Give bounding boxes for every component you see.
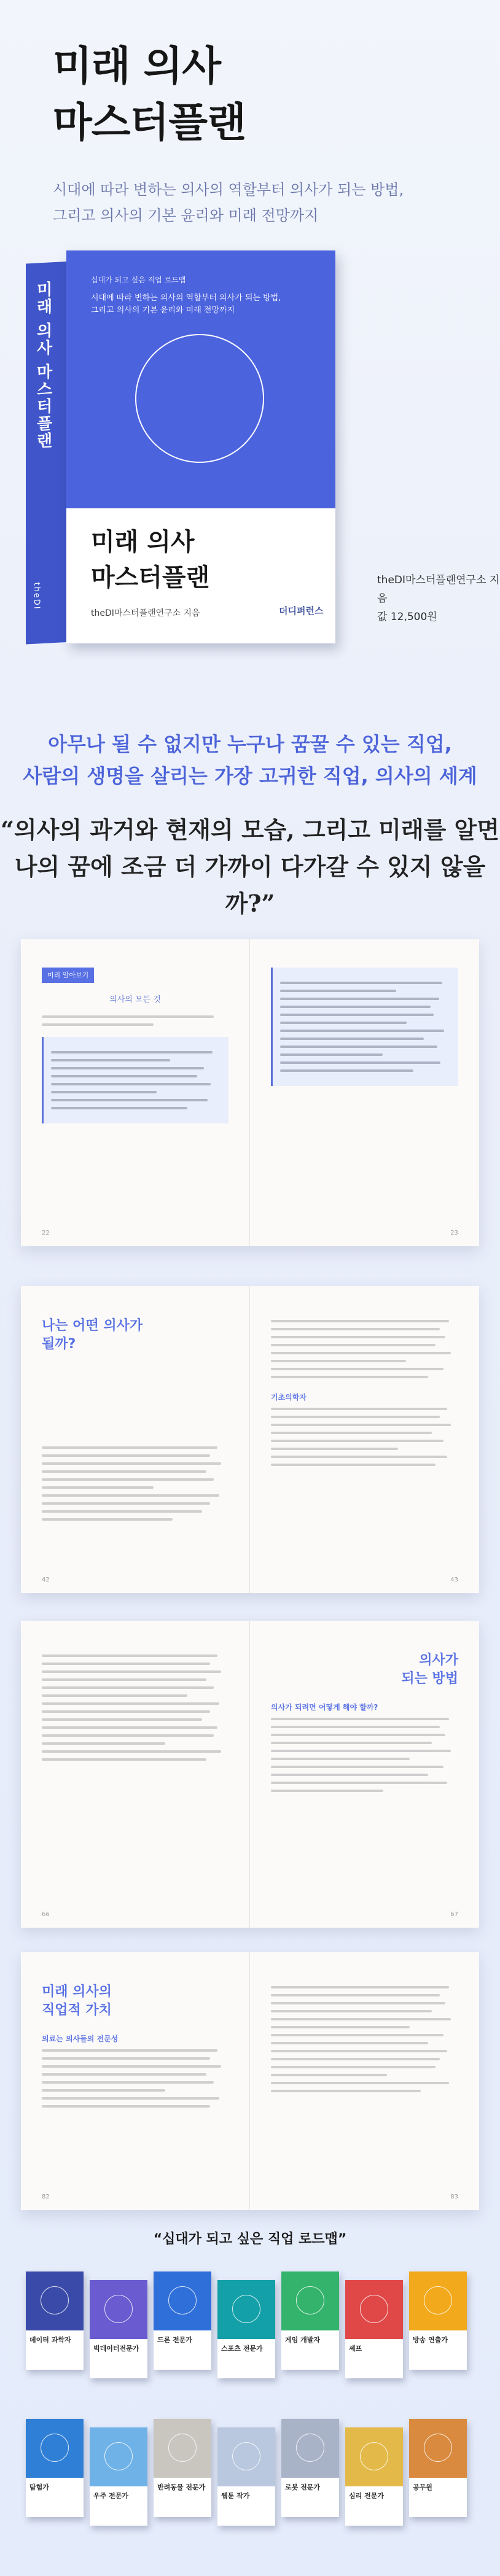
roadmap-book-color-panel	[26, 2271, 84, 2330]
roadmap-book-color-panel	[217, 2280, 275, 2339]
roadmap-book-circle	[104, 2442, 133, 2470]
roadmap-book-circle	[424, 2286, 452, 2314]
roadmap-book[interactable]	[154, 2271, 211, 2370]
spread3-heading	[271, 1651, 458, 1688]
spread2-heading-line1: 나는 어떤 의사가	[42, 1318, 143, 1333]
roadmap-book-label: 빅데이터전문가	[90, 2339, 147, 2378]
spread4-left-page	[21, 1952, 250, 2210]
spread3-right-page	[250, 1621, 479, 1928]
roadmap-book-circle	[168, 2434, 197, 2462]
book-meta	[377, 571, 500, 626]
roadmap-book[interactable]	[409, 2419, 467, 2517]
spread4-right-page	[250, 1952, 479, 2210]
spread4-subheading: 의료는 의사들의 전문성	[42, 2035, 119, 2043]
roadmap-book-label: 드론 전문가	[154, 2330, 211, 2370]
main-quote	[0, 812, 500, 922]
roadmap-book-color-panel	[154, 2419, 211, 2478]
roadmap-book-label: 심리 전문가	[345, 2486, 403, 2526]
spread1-left-page	[21, 939, 250, 1246]
cover-series: 십대가 되고 싶은 직업 로드맵	[91, 276, 186, 284]
roadmap-book-color-panel	[281, 2271, 339, 2330]
roadmap-book[interactable]	[154, 2419, 211, 2517]
roadmap-book-circle	[424, 2434, 452, 2462]
roadmap-book-circle	[168, 2286, 197, 2314]
roadmap-book-label: 우주 전문가	[90, 2486, 147, 2526]
page-number: 82	[42, 2194, 50, 2200]
roadmap-book-circle	[360, 2442, 388, 2470]
hero-title-line1: 미래 의사	[53, 42, 221, 90]
tagline-quote	[0, 728, 500, 792]
roadmap-book[interactable]	[26, 2419, 84, 2517]
roadmap-book[interactable]	[281, 2271, 339, 2370]
roadmap-book[interactable]	[90, 2280, 147, 2378]
spread2-heading	[42, 1317, 229, 1354]
cover-blue-panel	[66, 250, 335, 508]
roadmap-book[interactable]	[217, 2280, 275, 2378]
page-number: 66	[42, 1911, 50, 1918]
cover-author: theDI마스터플랜연구소 지음	[91, 608, 200, 618]
price-line: 값 12,500원	[377, 611, 437, 623]
roadmap-book[interactable]	[26, 2271, 84, 2370]
hero-title-line2: 마스터플랜	[53, 99, 246, 146]
page-number: 22	[42, 1230, 50, 1236]
roadmap-book-color-panel	[281, 2419, 339, 2478]
spread3-heading-line2: 되는 방법	[401, 1671, 458, 1686]
spread4-heading-line1: 미래 의사의	[42, 1984, 112, 2000]
roadmap-row-1	[26, 2271, 474, 2388]
roadmap-book-label: 데이터 과학자	[26, 2330, 84, 2370]
roadmap-book-label: 반려동물 전문가	[154, 2478, 211, 2517]
spread4-heading-line2: 직업적 가치	[42, 2003, 112, 2018]
roadmap-book[interactable]	[281, 2419, 339, 2517]
roadmap-book-circle	[296, 2286, 324, 2314]
hero-title	[53, 38, 246, 151]
book-front-cover	[66, 250, 335, 643]
roadmap-book-color-panel	[217, 2427, 275, 2486]
hero-section	[0, 0, 500, 933]
spine-title: 미래 의사 마스터플랜	[34, 281, 52, 450]
roadmap-book-color-panel	[26, 2419, 84, 2478]
cover-title	[91, 524, 209, 596]
hero-subtitle-line1: 시대에 따라 변하는 의사의 역할부터 의사가 되는 방법,	[53, 181, 404, 198]
roadmap-book-label: 탐험가	[26, 2478, 84, 2517]
page-number: 23	[450, 1230, 458, 1236]
cover-title-line2: 마스터플랜	[91, 564, 210, 592]
spread4-heading	[42, 1983, 229, 2020]
roadmap-book[interactable]	[345, 2427, 403, 2526]
roadmap-book-color-panel	[409, 2419, 467, 2478]
roadmap-book-color-panel	[90, 2427, 147, 2486]
page-spread-3	[21, 1621, 479, 1928]
spine-publisher: theDI	[32, 582, 41, 611]
author-line: theDI마스터플랜연구소 지음	[377, 574, 500, 605]
spread1-tag: 미리 알아보기	[42, 968, 94, 983]
spread1-right-page	[250, 939, 479, 1246]
spread2-right-page	[250, 1286, 479, 1593]
roadmap-book-label: 공무원	[409, 2478, 467, 2517]
publisher-logo: 더디퍼런스	[279, 605, 324, 616]
roadmap-book-label: 스포츠 전문가	[217, 2339, 275, 2378]
roadmap-book[interactable]	[409, 2271, 467, 2370]
roadmap-book-color-panel	[90, 2280, 147, 2339]
cover-text-2: 그리고 의사의 기본 윤리와 미래 전망까지	[91, 306, 235, 315]
roadmap-book-label: 웹툰 작가	[217, 2486, 275, 2526]
roadmap-book-circle	[360, 2295, 388, 2323]
roadmap-book-color-panel	[409, 2271, 467, 2330]
spread2-subheading: 기초의학자	[271, 1393, 307, 1402]
page-spread-1	[21, 939, 479, 1246]
spread3-left-page	[21, 1621, 250, 1928]
spread2-heading-line2: 될까?	[42, 1336, 76, 1352]
roadmap-title: “십대가 되고 싶은 직업 로드맵”	[153, 2232, 347, 2247]
main-quote-line2: 나의 꿈에 조금 더 가까이 다가갈 수 있지 않을까?”	[14, 853, 486, 917]
roadmap-book-label: 방송 연출가	[409, 2330, 467, 2370]
spread1-info-box-right	[271, 968, 458, 1086]
cover-small-text	[91, 274, 281, 317]
roadmap-book-circle	[104, 2295, 133, 2323]
book-spine	[26, 262, 66, 644]
cover-text-1: 시대에 따라 변하는 의사의 역할부터 의사가 되는 방법,	[91, 293, 281, 303]
tagline-line2: 사람의 생명을 살리는 가장 고귀한 직업, 의사의 세계	[23, 764, 477, 788]
page-spread-4	[21, 1952, 479, 2210]
roadmap-book-color-panel	[345, 2280, 403, 2339]
page-spread-2	[21, 1286, 479, 1593]
roadmap-book-circle	[232, 2295, 260, 2323]
roadmap-book-circle	[296, 2434, 324, 2462]
spread1-info-box	[42, 1037, 229, 1123]
roadmap-book-circle	[232, 2442, 260, 2470]
roadmap-book[interactable]	[217, 2427, 275, 2526]
roadmap-book-color-panel	[154, 2271, 211, 2330]
roadmap-book-label: 게임 개발자	[281, 2330, 339, 2370]
cover-title-line1: 미래 의사	[91, 528, 195, 556]
roadmap-book-circle	[41, 2286, 69, 2314]
spread2-left-page	[21, 1286, 250, 1593]
main-quote-line1: “의사의 과거와 현재의 모습, 그리고 미래를 알면	[1, 816, 499, 844]
spread3-subheading: 의사가 되려면 어떻게 해야 할까?	[271, 1703, 378, 1712]
page-number: 83	[450, 2194, 458, 2200]
roadmap-book-label: 셰프	[345, 2339, 403, 2378]
page-number: 43	[450, 1577, 458, 1583]
book-cover-3d	[26, 250, 335, 643]
page-number: 67	[450, 1911, 458, 1918]
hero-subtitle	[53, 177, 471, 228]
roadmap-book[interactable]	[345, 2280, 403, 2378]
roadmap-book-color-panel	[345, 2427, 403, 2486]
page-number: 42	[42, 1577, 50, 1583]
hero-subtitle-line2: 그리고 의사의 기본 윤리와 미래 전망까지	[53, 207, 319, 224]
tagline-line1: 아무나 될 수 없지만 누구나 꿈꿀 수 있는 직업,	[48, 732, 452, 756]
cover-circle-graphic	[135, 334, 264, 463]
roadmap-book-label: 로봇 전문가	[281, 2478, 339, 2517]
roadmap-row-2	[26, 2419, 474, 2535]
spread1-section-title: 의사의 모든 것	[109, 995, 161, 1004]
roadmap-book[interactable]	[90, 2427, 147, 2526]
spread3-heading-line1: 의사가	[419, 1653, 458, 1668]
roadmap-book-circle	[41, 2434, 69, 2462]
